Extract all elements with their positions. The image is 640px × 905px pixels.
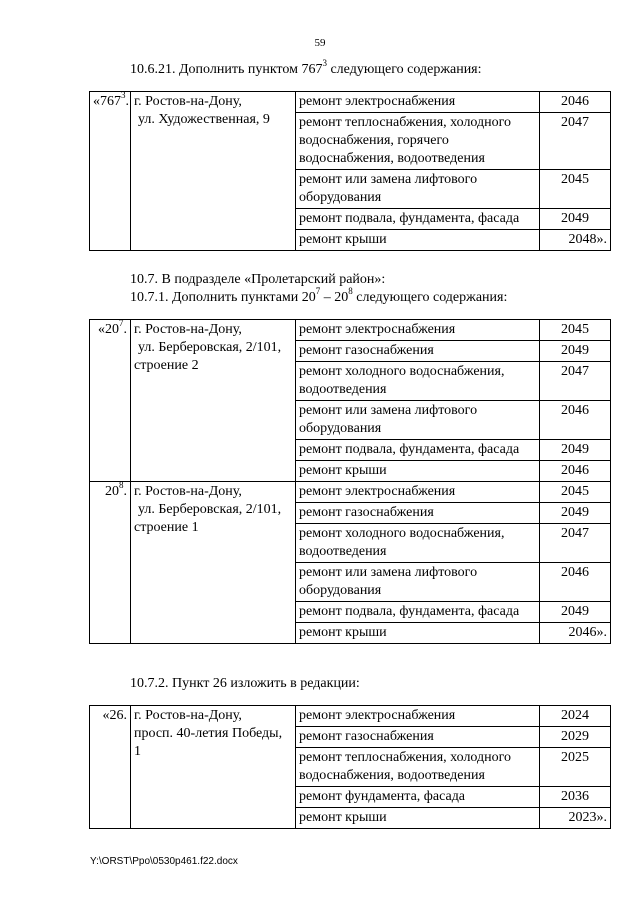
work-cell: ремонт крыши (296, 808, 540, 829)
work-cell: ремонт крыши (296, 461, 540, 482)
year-cell: 2023». (540, 808, 611, 829)
p1-tail: следующего содержания: (326, 62, 482, 77)
address-cell: г. Ростов-на-Дону, ул. Берберовская, 2/101, строение 1 (131, 482, 296, 644)
table-item-767-3 (89, 91, 611, 251)
item-number: «$20^7$. (90, 320, 131, 482)
year-cell: 2036 (540, 787, 611, 808)
work-cell: ремонт газоснабжения (296, 727, 540, 748)
work-cell: ремонт фундамента, фасада (296, 787, 540, 808)
work-cell: ремонт крыши (296, 230, 540, 251)
item-number: $20^8$. (90, 482, 131, 644)
year-cell: 2046 (540, 92, 611, 113)
year-cell: 2049 (540, 440, 611, 461)
table-item-26 (89, 705, 611, 829)
p1-sup: 3 (322, 58, 327, 69)
work-cell: ремонт холодного водоснабжения, водоотведения (296, 524, 540, 563)
year-cell: 2045 (540, 482, 611, 503)
address-cell: г. Ростов-на-Дону, ул. Берберовская, 2/101, строение 2 (131, 320, 296, 482)
year-cell: 2047 (540, 524, 611, 563)
table-items-20 (89, 319, 611, 644)
year-cell: 2047 (540, 362, 611, 401)
paragraph-10-7: 10.7. В подразделе «Пролетарский район»: (130, 272, 386, 287)
year-cell: 2025 (540, 748, 611, 787)
year-cell: 2046 (540, 563, 611, 602)
address-cell: г. Ростов-на-Дону, ул. Художественная, 9 (131, 92, 296, 251)
year-cell: 2048». (540, 230, 611, 251)
year-cell: 2049 (540, 602, 611, 623)
year-cell: 2045 (540, 170, 611, 209)
table-row (90, 92, 611, 113)
p1-text: 10.6.21. Дополнить пунктом 767 (130, 62, 323, 77)
year-cell: 2024 (540, 706, 611, 727)
table-row (90, 320, 611, 341)
table-row (90, 706, 611, 727)
work-cell: ремонт теплоснабжения, холодного водоснабжения, водоотведения (296, 748, 540, 787)
work-cell: ремонт газоснабжения (296, 503, 540, 524)
paragraph-10-6-21 (130, 58, 482, 79)
year-cell: 2046». (540, 623, 611, 644)
work-cell: ремонт или замена лифтового оборудования (296, 563, 540, 602)
work-cell: ремонт электроснабжения (296, 320, 540, 341)
work-cell: ремонт подвала, фундамента, фасада (296, 602, 540, 623)
work-cell: ремонт холодного водоснабжения, водоотведения (296, 362, 540, 401)
paragraph-10-7-1: 10.7.1. Дополнить пунктами $20^7 - 20^8$ следующего содержания: (130, 286, 508, 305)
work-cell: ремонт подвала, фундамента, фасада (296, 440, 540, 461)
page-number: 59 (314, 37, 326, 49)
work-cell: ремонт крыши (296, 623, 540, 644)
item-number: «$767^3$. (90, 92, 131, 251)
work-cell: ремонт электроснабжения (296, 706, 540, 727)
work-cell: ремонт теплоснабжения, холодного водоснабжения, горячего водоснабжения, водоотведения (296, 113, 540, 170)
file-path-footer: Y:\ORST\Ppo\0530p461.f22.docx (90, 856, 238, 867)
work-cell: ремонт электроснабжения (296, 482, 540, 503)
address-cell: г. Ростов-на-Дону, просп. 40-летия Победы, 1 (131, 706, 296, 829)
year-cell: 2046 (540, 461, 611, 482)
year-cell: 2029 (540, 727, 611, 748)
year-cell: 2049 (540, 209, 611, 230)
year-cell: 2049 (540, 341, 611, 362)
year-cell: 2046 (540, 401, 611, 440)
year-cell: 2047 (540, 113, 611, 170)
table-row (90, 482, 611, 503)
work-cell: ремонт подвала, фундамента, фасада (296, 209, 540, 230)
year-cell: 2045 (540, 320, 611, 341)
paragraph-10-7-2: 10.7.2. Пункт 26 изложить в редакции: (130, 676, 360, 691)
work-cell: ремонт электроснабжения (296, 92, 540, 113)
item-number: «26. (90, 706, 131, 829)
work-cell: ремонт или замена лифтового оборудования (296, 170, 540, 209)
work-cell: ремонт газоснабжения (296, 341, 540, 362)
year-cell: 2049 (540, 503, 611, 524)
work-cell: ремонт или замена лифтового оборудования (296, 401, 540, 440)
